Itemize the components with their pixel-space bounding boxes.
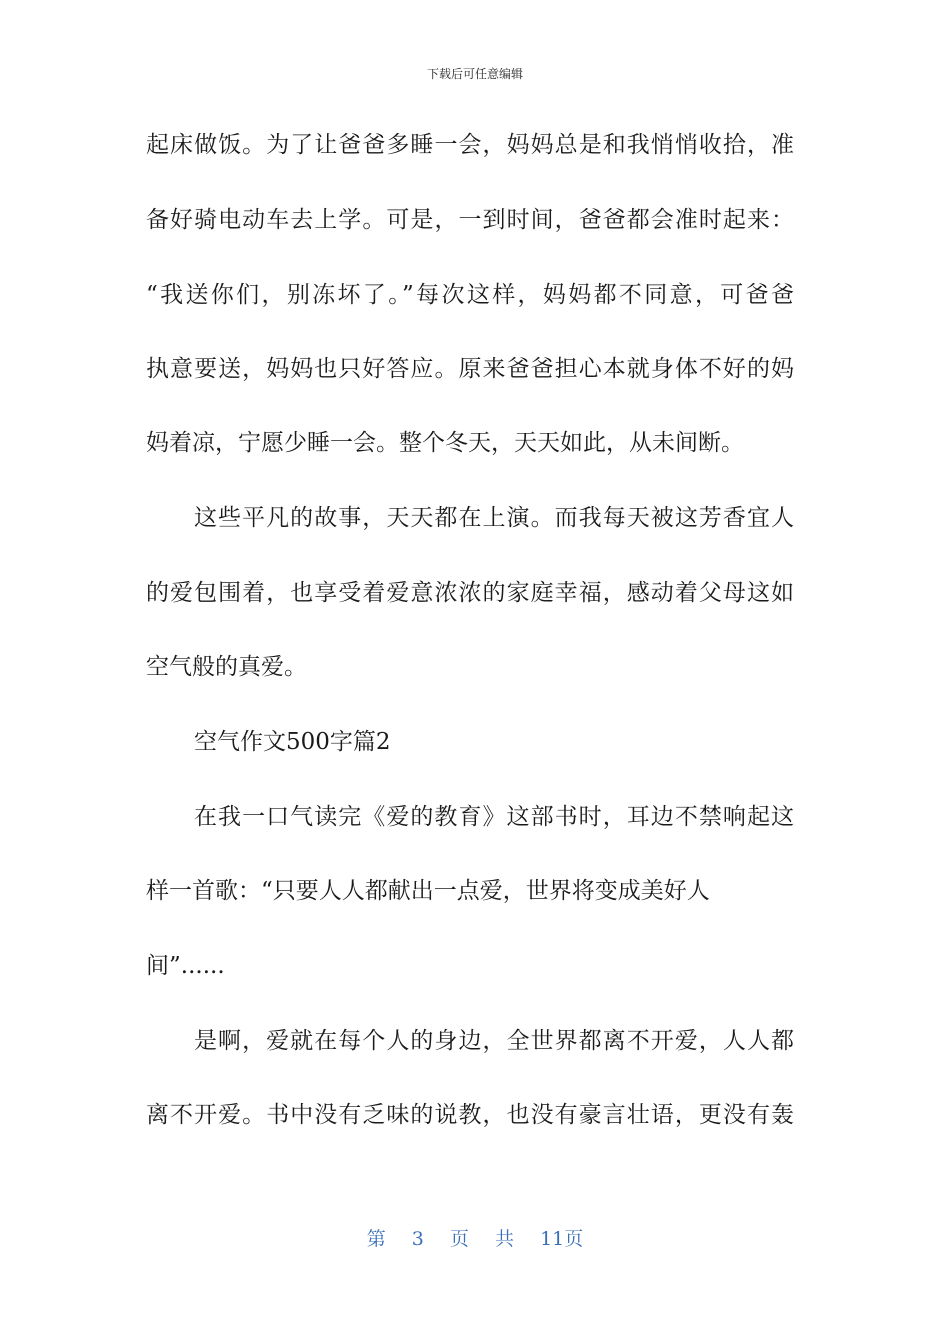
text-line: 空气般的真爱。 <box>146 654 307 680</box>
footer-label-ye: 页 <box>449 1228 469 1250</box>
text-line: 妈着凉，宁愿少睡一会。整个冬天，天天如此，从未间断。 <box>146 430 744 456</box>
section-heading: 空气作文500字篇2 <box>194 729 391 755</box>
text-line: 执意要送，妈妈也只好答应。原来爸爸担心本就身体不好的妈 <box>146 356 794 382</box>
text-line: 起床做饭。为了让爸爸多睡一会，妈妈总是和我悄悄收拾，准 <box>146 132 794 158</box>
footer-label-gong: 共 <box>495 1228 515 1250</box>
footer-label-di: 第 <box>366 1228 386 1250</box>
footer-page-number: 3 <box>411 1228 424 1250</box>
page-footer <box>0 1226 950 1252</box>
text-line: 样一首歌：“只要人人都献出一点爱，世界将变成美好人 <box>146 878 710 904</box>
text-line: 在我一口气读完《爱的教育》这部书时，耳边不禁响起这 <box>194 804 794 830</box>
text-line: 这些平凡的故事，天天都在上演。而我每天被这芳香宜人 <box>194 505 794 531</box>
text-line: “我送你们，别冻坏了。”每次这样，妈妈都不同意，可爸爸 <box>146 282 794 308</box>
text-line: 间”...... <box>146 953 225 979</box>
text-line: 备好骑电动车去上学。可是，一到时间，爸爸都会准时起来： <box>146 207 794 233</box>
page-header-text: 下载后可任意编辑 <box>426 67 523 81</box>
text-line: 离不开爱。书中没有乏味的说教，也没有豪言壮语，更没有轰 <box>146 1102 794 1128</box>
text-line: 是啊，爱就在每个人的身边，全世界都离不开爱，人人都 <box>194 1028 794 1054</box>
footer-page-total: 11页 <box>540 1228 584 1250</box>
text-line: 的爱包围着，也享受着爱意浓浓的家庭幸福，感动着父母这如 <box>146 580 794 606</box>
